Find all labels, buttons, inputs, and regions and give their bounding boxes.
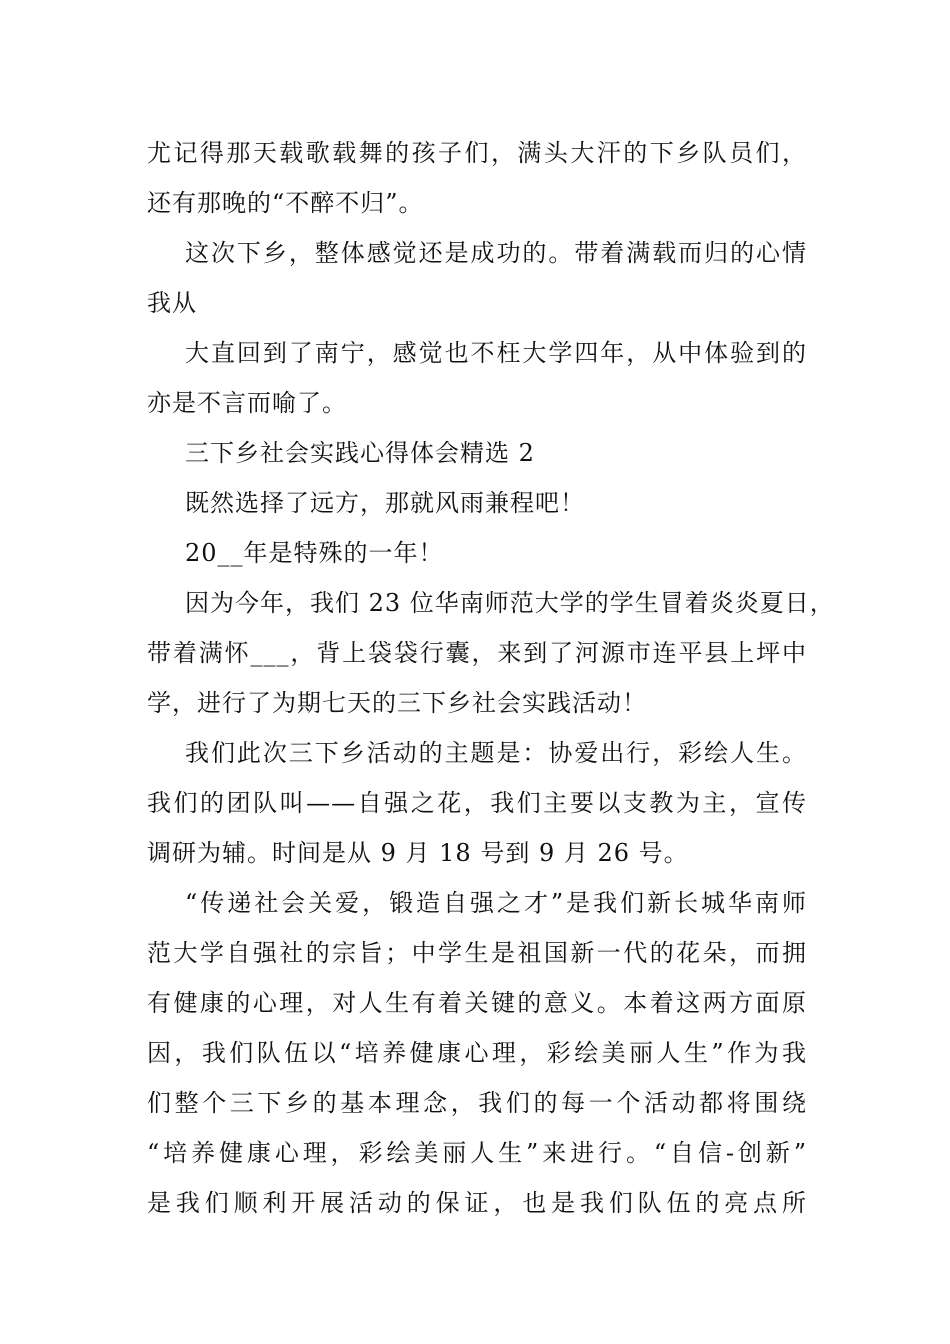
text-line: 这次下乡，整体感觉还是成功的。带着满载而归的心情	[185, 239, 807, 267]
text-line: 带着满怀___，背上袋袋行囊，来到了河源市连平县上坪中	[147, 639, 807, 667]
document-body	[147, 128, 835, 1228]
text-line: 我们此次三下乡活动的主题是：协爱出行，彩绘人生。	[185, 739, 807, 767]
text-line: 有健康的心理，对人生有着关键的意义。本着这两方面原	[147, 989, 807, 1017]
section-heading: 三下乡社会实践心得体会精选 2	[185, 439, 535, 467]
text-line: 既然选择了远方，那就风雨兼程吧！	[185, 489, 585, 517]
text-line: 因，我们队伍以“培养健康心理，彩绘美丽人生”作为我	[147, 1039, 807, 1067]
text-line: 我从	[147, 289, 197, 317]
text-line: 尤记得那天载歌载舞的孩子们，满头大汗的下乡队员们，	[147, 139, 807, 167]
text-line: 们整个三下乡的基本理念，我们的每一个活动都将围绕	[147, 1089, 807, 1117]
text-line: 亦是不言而喻了。	[147, 389, 347, 417]
text-line: 大直回到了南宁，感觉也不枉大学四年，从中体验到的	[185, 339, 807, 367]
text-line: 20__年是特殊的一年！	[185, 539, 444, 567]
text-line: 还有那晚的“不醉不归”。	[147, 189, 424, 217]
text-line: 范大学自强社的宗旨；中学生是祖国新一代的花朵，而拥	[147, 939, 807, 967]
text-line: “传递社会关爱，锻造自强之才”是我们新长城华南师	[185, 889, 807, 917]
text-line: 学，进行了为期七天的三下乡社会实践活动！	[147, 689, 647, 717]
text-line: 是我们顺利开展活动的保证，也是我们队伍的亮点所	[147, 1189, 807, 1217]
text-line: 调研为辅。时间是从 9 月 18 号到 9 月 26 号。	[147, 839, 689, 867]
text-line: “培养健康心理，彩绘美丽人生”来进行。“自信-创新”	[147, 1139, 807, 1167]
text-line: 我们的团队叫——自强之花，我们主要以支教为主，宣传	[147, 789, 807, 817]
text-line: 因为今年，我们 23 位华南师范大学的学生冒着炎炎夏日，	[185, 589, 835, 617]
